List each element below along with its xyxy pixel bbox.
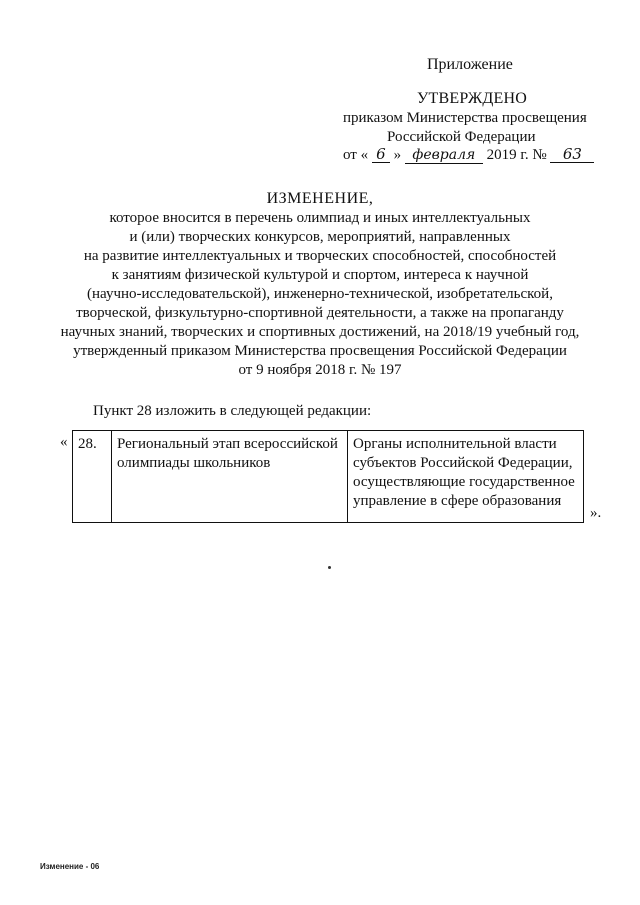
intro-paragraph: Пункт 28 изложить в следующей редакции: bbox=[93, 403, 372, 419]
order-close-quote: » bbox=[393, 147, 402, 163]
approved-label: УТВЕРЖДЕНО bbox=[417, 90, 528, 107]
heading-line: которое вносится в перечень олимпиад и иных интеллектуальных bbox=[109, 210, 531, 226]
federation-text: Российской Федерации bbox=[387, 129, 536, 145]
event-cell: Региональный этап всероссийской олимпиады школьников bbox=[112, 431, 348, 523]
stray-dot bbox=[328, 566, 331, 569]
order-from-text: от « bbox=[343, 147, 369, 163]
heading-line: к занятиям физической культурой и спортом, интереса к научной bbox=[111, 267, 529, 283]
order-month-handwritten: февраля bbox=[405, 147, 483, 164]
table-open-quote: « bbox=[60, 434, 68, 450]
approved-by-order-text: приказом Министерства просвещения bbox=[343, 110, 587, 126]
heading-line: и (или) творческих конкурсов, мероприятий, направленных bbox=[129, 229, 511, 245]
table-close-quote: ». bbox=[590, 505, 602, 521]
heading-line: от 9 ноября 2018 г. № 197 bbox=[238, 362, 402, 378]
appendix-label: Приложение bbox=[427, 56, 513, 73]
organizer-cell: Органы исполнительной власти субъектов Российской Федерации, осуществляющие государственное управление в сфере образования bbox=[348, 431, 584, 523]
heading-line: научных знаний, творческих и спортивных достижений, на 2018/19 учебный год, bbox=[60, 324, 580, 340]
order-day-handwritten: 6 bbox=[372, 146, 390, 163]
heading-line: (научно-исследовательской), инженерно-технической, изобретательской, bbox=[87, 286, 553, 302]
heading-line: на развитие интеллектуальных и творческих способностей, способностей bbox=[83, 248, 557, 264]
footer-code: Изменение - 06 bbox=[40, 862, 100, 871]
heading-line: творческой, физкультурно-спортивной деятельности, а также на пропаганду bbox=[76, 305, 564, 321]
order-year-text: 2019 г. № bbox=[486, 147, 547, 163]
heading-line: утвержденный приказом Министерства просвещения Российской Федерации bbox=[73, 343, 567, 359]
heading-title: ИЗМЕНЕНИЕ, bbox=[266, 190, 374, 207]
row-number-cell: 28. bbox=[73, 431, 112, 523]
order-number-handwritten: 63 bbox=[550, 146, 594, 163]
change-heading bbox=[40, 189, 600, 380]
table-row bbox=[73, 431, 584, 523]
order-date-line bbox=[343, 146, 594, 164]
change-table bbox=[72, 430, 584, 523]
